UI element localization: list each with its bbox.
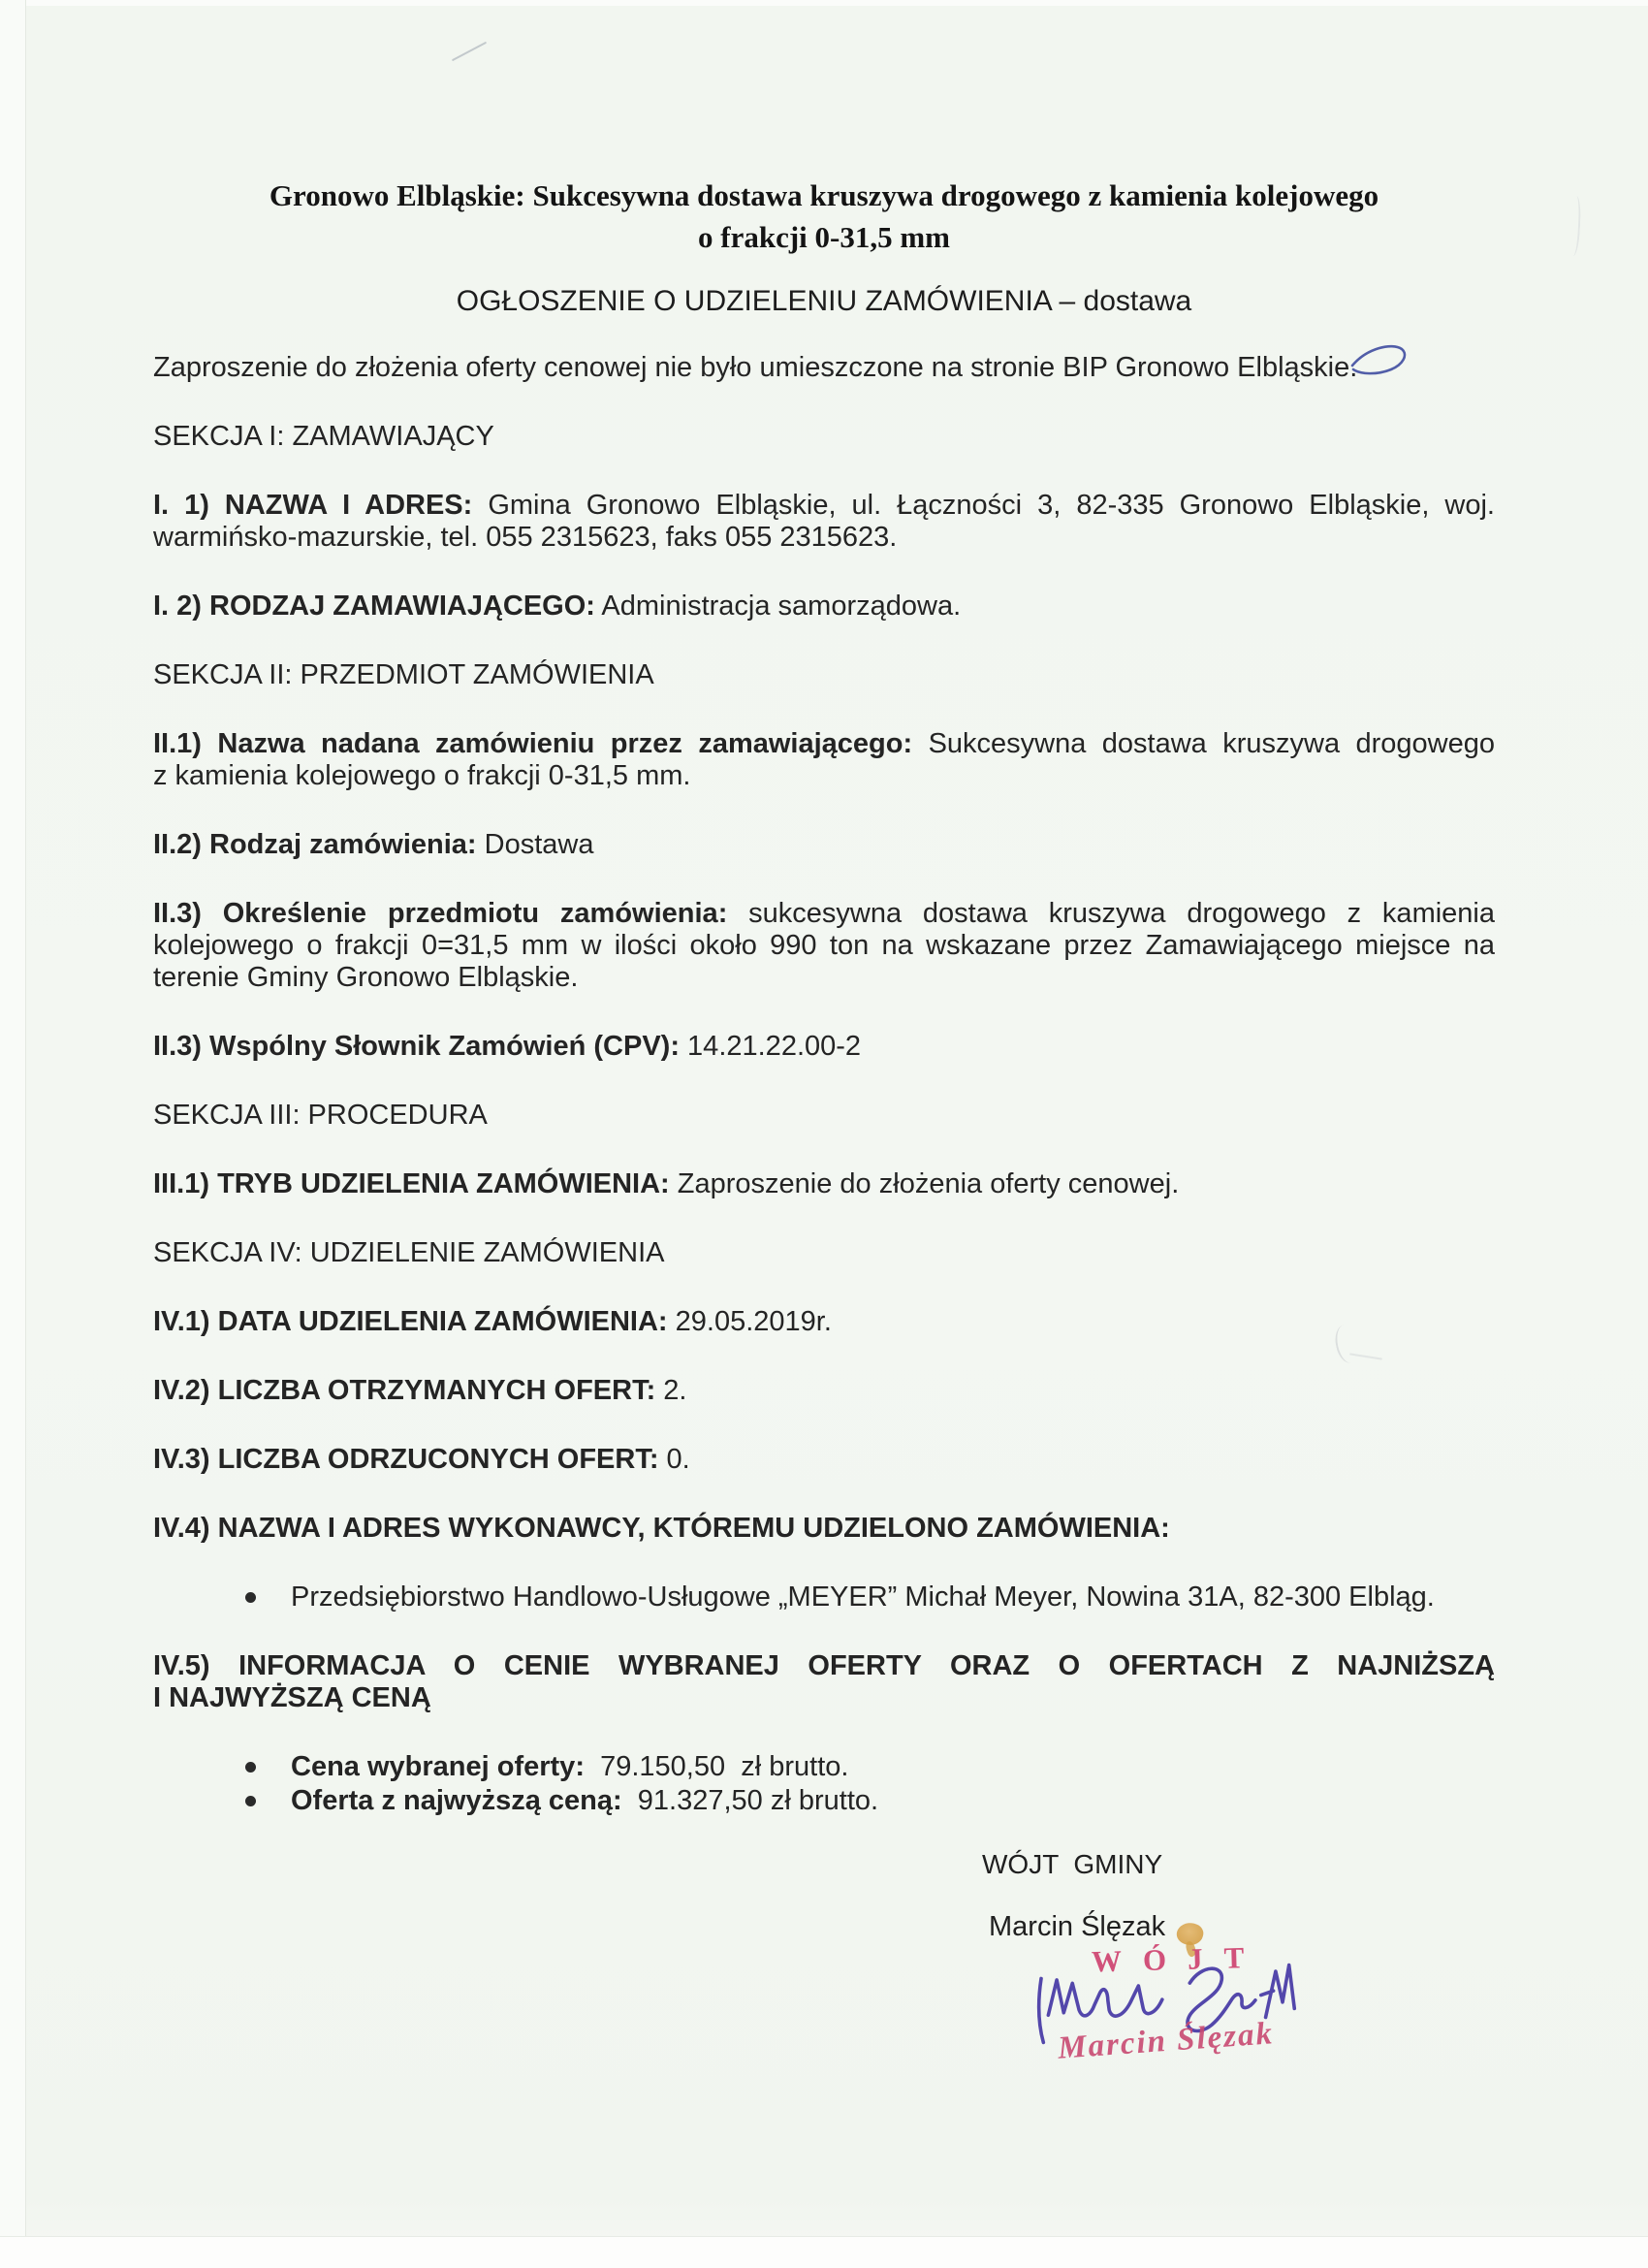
intro-text: Zaproszenie do złożenia oferty cenowej nie było umieszczone na stronie BIP Gronowo Elbląskie. — [153, 352, 1358, 383]
price1-value: 79.150,50 zł brutto. — [584, 1751, 849, 1782]
para-iv3 — [153, 1444, 1495, 1476]
paper-edge-bottom — [0, 2236, 1648, 2268]
para-iii1 — [153, 1168, 1495, 1200]
intro-paragraph — [153, 352, 1495, 384]
para-ii3-text: sukcesywna dostawa kruszywa drogowego z kamienia — [727, 898, 1495, 929]
para-ii3-line2: kolejowego o frakcji 0=31,5 mm w ilości około 990 ton na wskazane przez Zamawiającego miejsce na — [153, 930, 1495, 961]
para-iii1-label: III.1) TRYB UDZIELENIA ZAMÓWIENIA: — [153, 1168, 670, 1199]
para-i2-text: Administracja samorządowa. — [594, 591, 962, 622]
para-ii3-label: II.3) Określenie przedmiotu zamówienia: — [153, 898, 728, 929]
para-i1-text: Gmina Gronowo Elbląskie, ul. Łączności 3, 82-335 Gronowo Elbląskie, woj. — [472, 490, 1495, 521]
para-iii1-text: Zaproszenie do złożenia oferty cenowej. — [669, 1168, 1180, 1199]
bullet-icon — [245, 1592, 256, 1603]
price-list-item-highest — [153, 1785, 1495, 1817]
signoff-role: WÓJT GMINY — [982, 1849, 1163, 1879]
para-iv5-line2: I NAJWYŻSZĄ CENĄ — [153, 1682, 431, 1713]
bullet-icon — [245, 1762, 256, 1773]
contractor-list-item — [153, 1581, 1495, 1613]
para-cpv-text: 14.21.22.00-2 — [680, 1031, 862, 1062]
para-iv1-text: 29.05.2019r. — [667, 1306, 832, 1337]
document-body — [153, 0, 1495, 1854]
para-ii2 — [153, 829, 1495, 861]
para-iv1 — [153, 1306, 1495, 1338]
price1-label: Cena wybranej oferty: — [291, 1751, 585, 1782]
para-iv5-line1: IV.5) INFORMACJA O CENIE WYBRANEJ OFERTY ORAZ O OFERTACH Z NAJNIŻSZĄ — [153, 1650, 1495, 1681]
para-ii1-line2: z kamienia kolejowego o frakcji 0-31,5 mm. — [153, 760, 691, 791]
signoff-name: Marcin Ślęzak — [989, 1911, 1166, 1942]
pen-mark — [1347, 340, 1417, 387]
para-ii2-text: Dostawa — [476, 829, 594, 860]
section1-heading: SEKCJA I: ZAMAWIAJĄCY — [153, 421, 494, 452]
para-i1-line2: warmińsko-mazurskie, tel. 055 2315623, faks 055 2315623. — [153, 522, 898, 553]
para-ii1-line1 — [153, 728, 1495, 760]
para-i2-label: I. 2) RODZAJ ZAMAWIAJĄCEGO: — [153, 591, 595, 622]
para-ii3 — [153, 898, 1495, 994]
section2-heading: SEKCJA II: PRZEDMIOT ZAMÓWIENIA — [153, 659, 654, 690]
para-ii3-line1 — [153, 898, 1495, 930]
title-line-2: o frakcji 0-31,5 mm — [698, 220, 950, 254]
para-i1-label: I. 1) NAZWA I ADRES: — [153, 490, 473, 521]
para-i2 — [153, 591, 1495, 623]
price2-value: 91.327,50 zł brutto. — [621, 1785, 879, 1816]
scan-scratch-artifact — [1567, 196, 1581, 257]
document-title — [153, 175, 1495, 258]
para-iv2-label: IV.2) LICZBA OTRZYMANYCH OFERT: — [153, 1375, 656, 1406]
bullet-icon — [245, 1796, 256, 1806]
para-cpv-label: II.3) Wspólny Słownik Zamówień (CPV): — [153, 1031, 680, 1062]
para-iv3-label: IV.3) LICZBA ODRZUCONYCH OFERT: — [153, 1444, 659, 1475]
section3-heading: SEKCJA III: PROCEDURA — [153, 1100, 488, 1131]
document-subtitle: OGŁOSZENIE O UDZIELENIU ZAMÓWIENIA – dostawa — [456, 285, 1192, 317]
stamp-wojt-title: WÓJT — [1091, 1939, 1266, 1979]
para-cpv — [153, 1031, 1495, 1063]
para-iv2 — [153, 1375, 1495, 1407]
para-ii3-line3: terenie Gminy Gronowo Elbląskie. — [153, 962, 579, 993]
stamp-signatory-name: Marcin Ślęzak — [1057, 2016, 1276, 2066]
para-i1 — [153, 490, 1495, 554]
section4-heading: SEKCJA IV: UDZIELENIE ZAMÓWIENIA — [153, 1237, 665, 1268]
price2-label: Oferta z najwyższą ceną: — [291, 1785, 622, 1816]
para-iv2-text: 2. — [655, 1375, 687, 1406]
para-ii1-label: II.1) Nazwa nadana zamówieniu przez zamawiającego: — [153, 728, 913, 759]
para-iv4-heading: IV.4) NAZWA I ADRES WYKONAWCY, KTÓREMU UDZIELONO ZAMÓWIENIA: — [153, 1513, 1170, 1544]
contractor-text: Przedsiębiorstwo Handlowo-Usługowe „MEYER” Michał Meyer, Nowina 31A, 82-300 Elbląg. — [291, 1581, 1435, 1613]
price-list-item-selected — [153, 1751, 1495, 1783]
para-iv3-text: 0. — [658, 1444, 690, 1475]
title-line-1: Gronowo Elbląskie: Sukcesywna dostawa kruszywa drogowego z kamienia kolejowego — [269, 178, 1379, 212]
para-ii2-label: II.2) Rodzaj zamówienia: — [153, 829, 477, 860]
para-ii1 — [153, 728, 1495, 792]
paper-edge-left — [0, 0, 26, 2267]
para-iv5-heading — [153, 1650, 1495, 1714]
signoff-block — [982, 1848, 1165, 1943]
para-ii1-text: Sukcesywna dostawa kruszywa drogowego — [912, 728, 1496, 759]
para-i1-line1 — [153, 490, 1495, 522]
para-iv1-label: IV.1) DATA UDZIELENIA ZAMÓWIENIA: — [153, 1306, 668, 1337]
